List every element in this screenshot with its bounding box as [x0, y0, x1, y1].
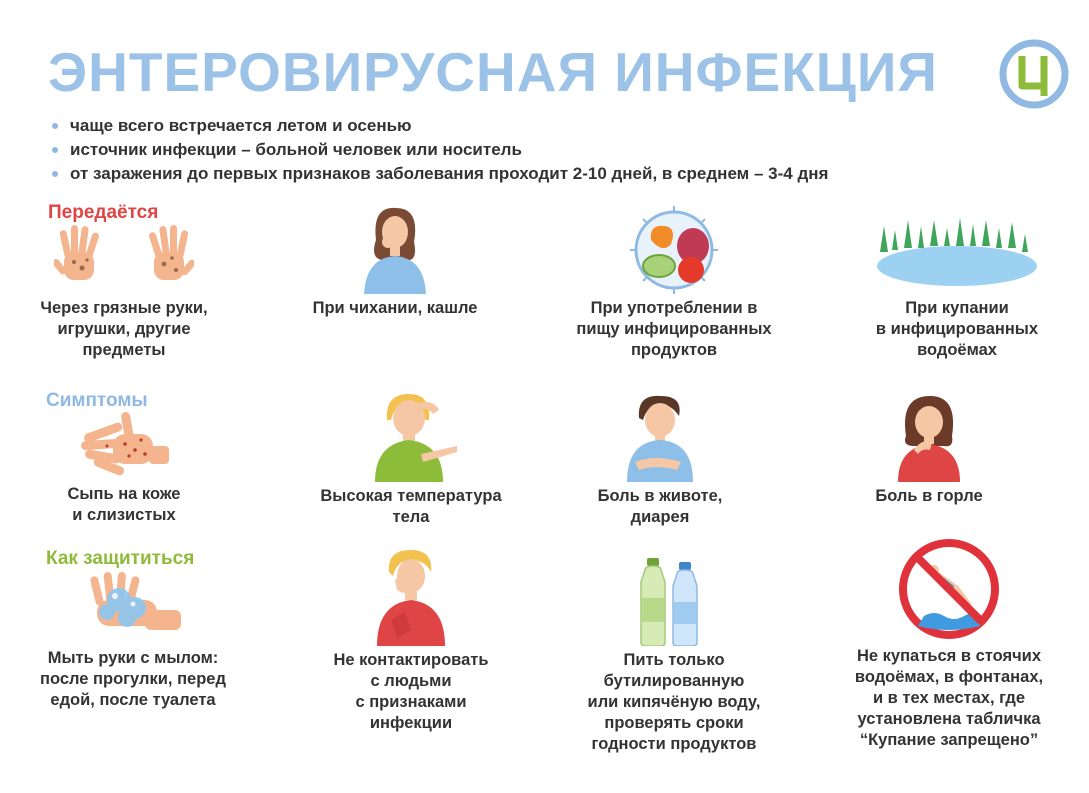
transmit-item-food: [559, 202, 789, 361]
transmit-item-hands: [9, 222, 239, 361]
stomach-ache-icon: [615, 392, 705, 482]
rash-hand-icon: [79, 410, 169, 480]
transmit-item-sneeze: [280, 202, 510, 319]
dirty-hands-icon: [54, 222, 194, 294]
protect-caption: Не контактировать с людьми с признаками инфекции: [333, 651, 489, 732]
protect-item-no-swim: [834, 536, 1064, 751]
fever-person-icon: [361, 390, 461, 482]
fact-item: источник инфекции – больной человек или носитель: [52, 140, 828, 164]
section-title-protect: Как защититься: [46, 548, 195, 569]
transmit-item-pond: [842, 212, 1072, 361]
symptom-item-fever: [296, 390, 526, 528]
transmit-caption: При употреблении в пищу инфицированных продуктов: [576, 299, 772, 359]
section-title-transmitted: Передаётся: [48, 202, 159, 223]
pond-icon: [872, 212, 1042, 294]
sick-person-icon: [371, 550, 451, 646]
water-bottles-icon: [639, 558, 709, 646]
symptom-caption: Сыпь на коже и слизистых: [67, 485, 181, 524]
protect-caption: Не купаться в стоячих водоёмах, в фонтанах, и в тех местах, где установлена табличка “Купание запрещено”: [854, 647, 1044, 749]
page-title: ЭНТЕРОВИРУСНАЯ ИНФЕКЦИЯ: [48, 41, 938, 103]
protect-item-avoid: [296, 550, 526, 734]
protect-caption: Пить только бутилированную или кипячёную воду, проверять сроки годности продуктов: [587, 651, 761, 753]
symptom-caption: Боль в животе, диарея: [597, 487, 723, 526]
transmit-caption: При купании в инфицированных водоёмах: [875, 299, 1039, 359]
symptom-caption: Высокая температура тела: [320, 487, 502, 526]
ts-logo-icon: [998, 38, 1070, 110]
wash-hands-icon: [83, 570, 183, 644]
transmit-caption: Через грязные руки, игрушки, другие предметы: [40, 299, 208, 359]
protect-caption: Мыть руки с мылом: после прогулки, перед едой, после туалета: [40, 649, 226, 709]
symptom-item-rash: [9, 410, 239, 526]
symptom-item-stomach: [545, 392, 775, 528]
symptom-item-throat: [814, 392, 1044, 507]
protect-item-wash: [18, 570, 248, 711]
sneezing-woman-icon: [350, 202, 440, 294]
symptom-caption: Боль в горле: [875, 487, 983, 505]
no-swimming-icon: [894, 536, 1004, 642]
infected-food-icon: [619, 202, 729, 294]
protect-item-water: [559, 558, 789, 755]
sore-throat-icon: [884, 392, 974, 482]
fact-item: от заражения до первых признаков заболевания проходит 2-10 дней, в среднем – 3-4 дня: [52, 164, 828, 188]
facts-list: [52, 116, 828, 188]
fact-item: чаще всего встречается летом и осенью: [52, 116, 828, 140]
transmit-caption: При чихании, кашле: [312, 299, 478, 317]
section-title-symptoms: Симптомы: [46, 390, 148, 411]
